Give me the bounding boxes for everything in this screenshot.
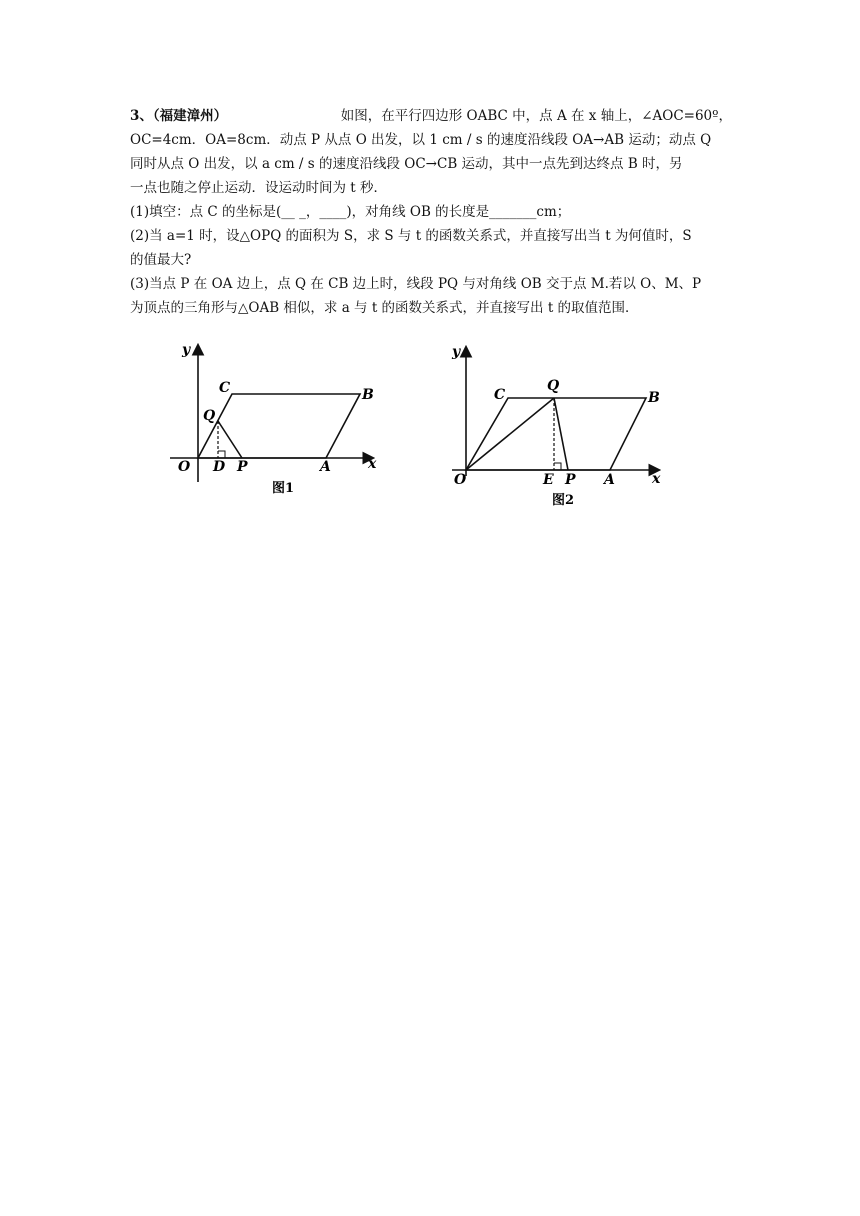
problem-line-1 bbox=[130, 104, 732, 128]
figure-2-diagram bbox=[440, 338, 670, 518]
figure-1-caption: 图1 bbox=[272, 481, 295, 496]
problem-text bbox=[130, 104, 732, 320]
label-q: Q bbox=[547, 378, 560, 394]
label-c: C bbox=[219, 380, 231, 396]
label-c: C bbox=[494, 387, 506, 403]
label-x: x bbox=[368, 456, 377, 472]
label-y: y bbox=[182, 342, 191, 358]
figure-2-caption: 图2 bbox=[552, 493, 575, 508]
problem-number: 3、（福建漳州） bbox=[130, 108, 228, 124]
label-x: x bbox=[652, 471, 661, 487]
question-3: (3)当点 P 在 OA 边上，点 Q 在 CB 边上时，线段 PQ 与对角线 OB 交于点 M.若以 O、M、P bbox=[130, 276, 702, 292]
question-1: (1)填空：点 C 的坐标是(__ _，____)，对角线 OB 的长度是_______cm； bbox=[130, 204, 571, 220]
figure-1-diagram bbox=[160, 338, 390, 508]
problem-source: （福建漳州） bbox=[152, 108, 228, 124]
segment-oq bbox=[466, 398, 554, 470]
label-a: A bbox=[604, 472, 615, 488]
problem-statement-4: 一点也随之停止运动．设运动时间为 t 秒． bbox=[130, 180, 388, 196]
label-y: y bbox=[452, 344, 461, 360]
problem-statement-3: 同时从点 O 出发，以 a cm / s 的速度沿线段 OC→CB 运动，其中一点先到达终点 B 时，另 bbox=[130, 156, 683, 172]
question-2-cont: 的值最大? bbox=[130, 252, 192, 268]
question-2: (2)当 a=1 时，设△OPQ 的面积为 S，求 S 与 t 的函数关系式，并直接写出当 t 为何值时，S bbox=[130, 228, 692, 244]
label-o: O bbox=[454, 472, 467, 488]
label-b: B bbox=[648, 390, 660, 406]
label-p: P bbox=[565, 472, 576, 488]
figure-1 bbox=[160, 338, 390, 508]
label-q: Q bbox=[203, 408, 216, 424]
figure-2 bbox=[440, 338, 670, 518]
problem-statement-2: OC=4cm．OA=8cm．动点 P 从点 O 出发，以 1 cm / s 的速度沿线段 OA→AB 运动；动点 Q bbox=[130, 132, 712, 148]
label-a: A bbox=[320, 459, 331, 475]
label-e: E bbox=[543, 472, 554, 488]
label-p: P bbox=[237, 459, 248, 475]
problem-statement-1: 如图，在平行四边形 OABC 中，点 A 在 x 轴上，∠AOC=60º， bbox=[340, 108, 732, 124]
right-angle-mark bbox=[218, 451, 225, 458]
parallelogram-oabc bbox=[198, 394, 360, 458]
label-b: B bbox=[362, 387, 374, 403]
label-o: O bbox=[178, 459, 191, 475]
right-angle-mark bbox=[554, 463, 561, 470]
label-d: D bbox=[213, 459, 226, 475]
segment-qp bbox=[218, 421, 242, 458]
segment-qp bbox=[554, 398, 568, 470]
question-3-cont: 为顶点的三角形与△OAB 相似，求 a 与 t 的函数关系式，并直接写出 t 的取值范围． bbox=[130, 300, 639, 316]
